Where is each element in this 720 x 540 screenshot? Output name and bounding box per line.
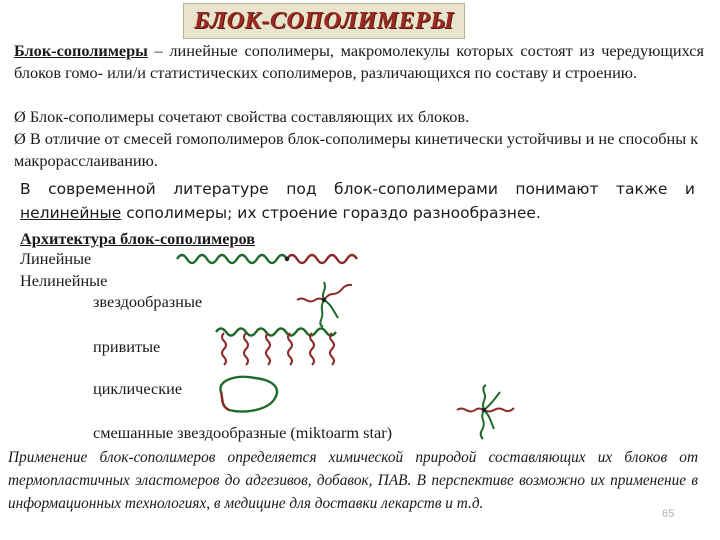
label-mixed-star: смешанные звездообразные (miktoarm star) (93, 423, 393, 442)
modern-underlined: нелинейные (20, 204, 122, 222)
label-star: звездообразные (93, 292, 203, 311)
definition-term: Блок-сополимеры (14, 41, 148, 60)
modern-literature-paragraph (20, 177, 695, 225)
label-grafted: привитые (93, 337, 161, 356)
bullet-item: Ø Блок-сополимеры сочетают свойства составляющих их блоков. (14, 107, 470, 126)
title-banner (183, 3, 465, 39)
label-linear: Линейные (20, 249, 92, 268)
application-paragraph: Применение блок-сополимеров определяется химической природой составляющих их блоков от термопластичных эластомеров до адгезивов, добавок, ПАВ. В перспективе возможно их применение в информационных технологиях, в медицине для доставки лекарств и т.д. (8, 449, 698, 512)
label-cyclic: циклические (93, 379, 183, 398)
modern-tail: сополимеры; их строение гораздо разнообразнее. (121, 204, 541, 222)
slide-title: БЛОК-СОПОЛИМЕРЫ (194, 7, 454, 34)
definition-text: – линейные сополимеры, макромолекулы которых состоят из чередующихся блоков гомо- или/и статистических сополимеров, различающихся по составу и строению. (14, 41, 704, 82)
bullet-list (14, 106, 704, 172)
star-copolymer-diagram (292, 278, 358, 328)
label-nonlinear: Нелинейные (20, 271, 108, 290)
linear-copolymer-diagram (175, 243, 365, 273)
bullet-item: Ø В отличие от смесей гомополимеров блок-сополимеры кинетически устойчивы и не способны к макрорасслаиванию. (14, 129, 699, 170)
architecture-heading: Архитектура блок-сополимеров (20, 229, 256, 248)
modern-lead: В современной литературе под блок-сополимерами понимают также и (20, 180, 695, 198)
miktoarm-star-diagram (452, 384, 520, 442)
definition-paragraph (14, 40, 704, 84)
grafted-copolymer-diagram (214, 324, 338, 368)
cyclic-copolymer-diagram (215, 372, 285, 418)
page-number: 65 (662, 508, 675, 520)
